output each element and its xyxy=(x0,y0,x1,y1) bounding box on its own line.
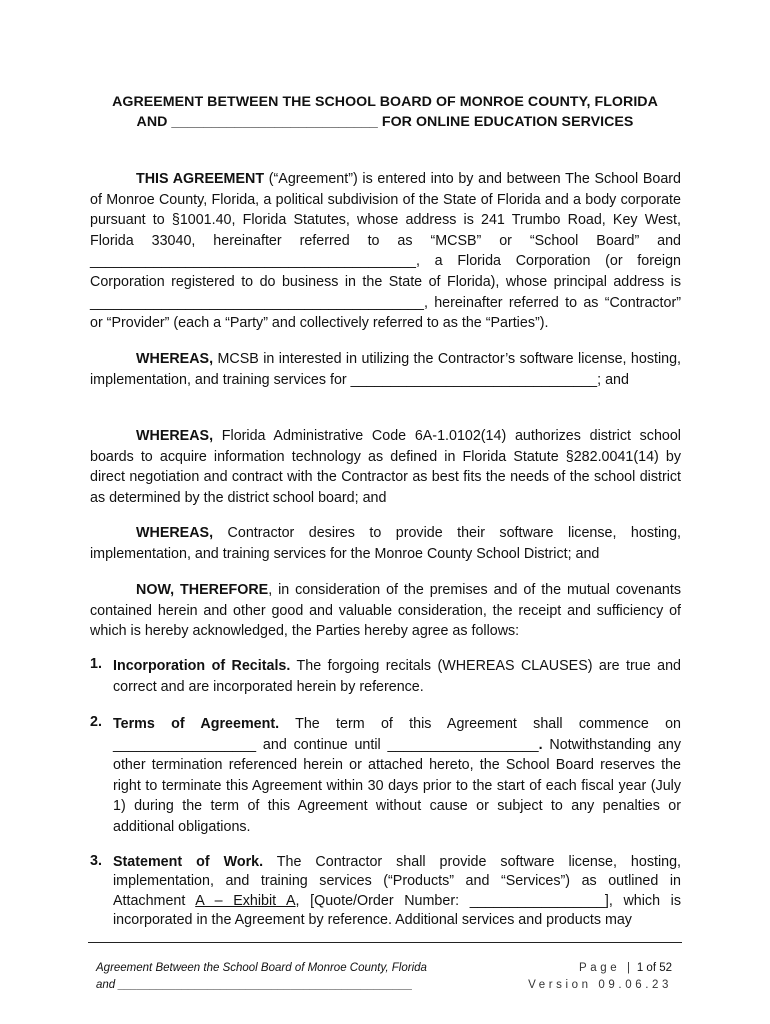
whereas-body-3: Contractor desires to provide their software license, hosting, implementation, and training services for the Monroe County School District; and xyxy=(90,525,681,562)
whereas-paragraph-3 xyxy=(90,523,681,564)
whereas-lead-1: WHEREAS, xyxy=(136,351,214,367)
section-1 xyxy=(113,656,681,697)
version-label: Version 09.06.23 xyxy=(528,979,672,991)
footer-left-line-1: Agreement Between the School Board of Monroe County, Florida xyxy=(96,962,427,974)
intro-paragraph xyxy=(90,169,681,334)
footer-left xyxy=(96,960,427,994)
section-number-3: 3. xyxy=(90,853,102,869)
now-therefore-body: , in consideration of the premises and of the mutual covenants contained herein and other good and valuable consideration, the receipt and sufficiency of which is hereby acknowledged, the Parties hereby agree as follows: xyxy=(90,582,681,640)
agreement-title-line-1: AGREEMENT BETWEEN THE SCHOOL BOARD OF MONROE COUNTY, FLORIDA xyxy=(112,94,658,110)
whereas-lead-3: WHEREAS, xyxy=(136,525,214,541)
section-number-2: 2. xyxy=(90,714,102,730)
page-label: Page | xyxy=(578,962,634,974)
section-2-period: . xyxy=(538,736,543,753)
page-number: 1 of 52 xyxy=(636,962,672,974)
whereas-body-1: MCSB in interested in utilizing the Contractor’s software license, hosting, implementation, and training services for _______________________________; and xyxy=(90,351,681,388)
intro-body: (“Agreement”) is entered into by and between The School Board of Monroe County, Florida, a political subdivision of the State of Florida and a body corporate pursuant to §1001.40, Florida Statutes, whose address is 241 Trumbo Road, Key West, Florida 33040, hereinafter referred to as “MCSB” or “School Board” and _________________________________________, a Florida Corporation (or foreign Corporation registered to do business in the State of Florida), whose principal address is __________________________________________, hereinafter referred to as “Contractor” or “Provider” (each a “Party” and collectively referred to as the “Parties”). xyxy=(90,171,681,332)
footer-right xyxy=(528,960,672,994)
now-therefore-paragraph xyxy=(90,580,681,642)
whereas-lead-2: WHEREAS, xyxy=(136,428,214,444)
section-3-body-b: , [Quote/Order Number: _________________], which is incorporated in the Agreement by reference. Additional services and products may xyxy=(113,892,682,929)
now-therefore-lead: NOW, THEREFORE xyxy=(136,582,269,598)
intro-lead: THIS AGREEMENT xyxy=(136,171,265,187)
section-number-1: 1. xyxy=(90,656,102,672)
whereas-body-2: Florida Administrative Code 6A-1.0102(14) authorizes district school boards to acquire information technology as defined in Florida Statute §282.0041(14) by direct negotiation and contract with the Contractor as best fits the needs of the school district as determined by the district school board; and xyxy=(90,428,681,506)
section-2-body-a: The term of this Agreement shall commence on __________________ and continue until ___________________ xyxy=(113,716,681,753)
exhibit-a-link[interactable]: A – Exhibit A xyxy=(195,892,296,909)
section-2-heading: Terms of Agreement. xyxy=(113,716,280,732)
whereas-paragraph-2 xyxy=(90,426,681,508)
section-3-heading: Statement of Work. xyxy=(113,854,264,870)
footer-left-line-2: and ______________________________________________ xyxy=(96,979,413,991)
whereas-paragraph-1 xyxy=(90,349,681,390)
agreement-title-line-2: AND __________________________ FOR ONLINE EDUCATION SERVICES xyxy=(136,114,634,130)
section-2 xyxy=(113,714,681,838)
section-3 xyxy=(113,853,681,931)
footer-divider xyxy=(88,942,682,943)
section-2-body-b: Notwithstanding any other termination referenced herein or attached hereto, the School Board reserves the right to terminate this Agreement within 30 days prior to the start of each fiscal year (July 1) during the term of this Agreement without cause or subject to any penalties or additional obligations. xyxy=(113,736,681,835)
section-3-body-a: The Contractor shall provide software license, hosting, implementation, and training services (“Products” and “Services”) as outlined in Attachment xyxy=(113,854,681,909)
section-1-heading: Incorporation of Recitals. xyxy=(113,658,291,674)
section-1-body: The forgoing recitals (WHEREAS CLAUSES) are true and correct and are incorporated herein by reference. xyxy=(113,658,681,695)
